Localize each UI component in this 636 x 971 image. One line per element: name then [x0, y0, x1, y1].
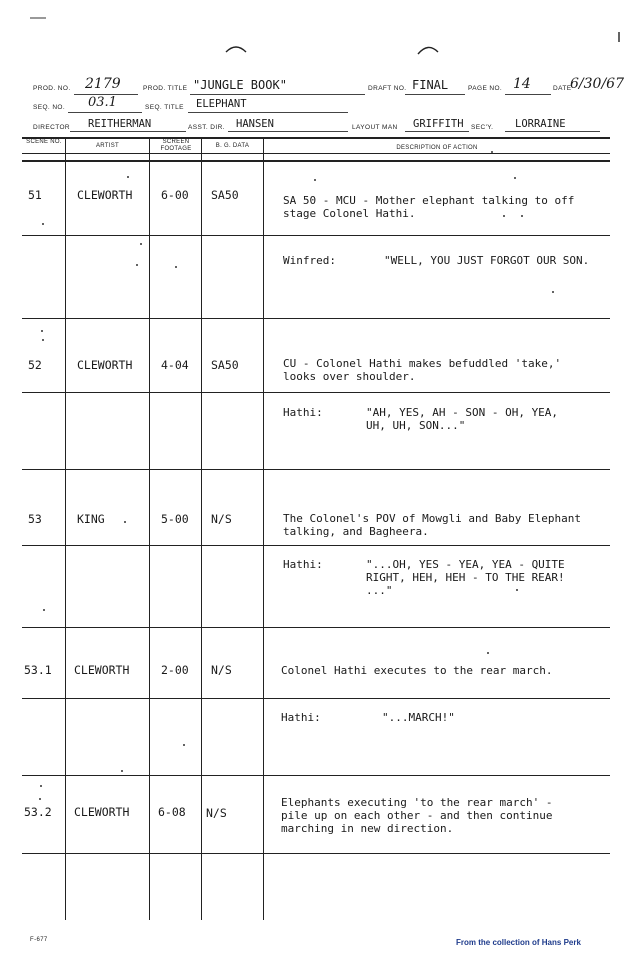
scene-number: 53.2 [24, 805, 52, 819]
artist-name: CLEWORTH [74, 805, 130, 819]
layout-man-value: GRIFFITH [413, 118, 464, 130]
dialogue-speaker: Winfred: [283, 254, 336, 267]
date-value: 6/30/67 [570, 76, 624, 92]
prod-title-label: PROD. TITLE [143, 85, 188, 92]
date-label: DATE [553, 85, 572, 92]
bg-data: N/S [211, 512, 232, 526]
artist-name: CLEWORTH [77, 358, 133, 372]
layout-man-label: LAYOUT MAN [352, 124, 398, 131]
dialogue-line: "WELL, YOU JUST FORGOT OUR SON. [384, 254, 590, 267]
bg-data: N/S [206, 806, 227, 820]
secy-value: LORRAINE [515, 118, 566, 130]
dialogue-line: "...OH, YES - YEA, YEA - QUITE RIGHT, HEH, HEH - TO THE REAR! ..." [366, 558, 565, 597]
col-header-description: DESCRIPTION OF ACTION [396, 145, 478, 151]
page-no-label: PAGE NO. [468, 85, 503, 92]
action-description: Elephants executing 'to the rear march' - pile up on each other - and then continue marching in new direction. [281, 796, 553, 835]
scene-number: 52 [28, 358, 42, 372]
scene-number: 53.1 [24, 663, 52, 677]
dialogue-speaker: Hathi: [283, 406, 323, 419]
draft-no-value: FINAL [412, 78, 449, 92]
artist-name: KING [77, 512, 105, 526]
secy-label: SEC'Y. [471, 124, 494, 131]
screen-footage: 6-00 [161, 188, 189, 202]
collection-credit: From the collection of Hans Perk [456, 938, 581, 947]
screen-footage: 2-00 [161, 663, 189, 677]
director-label: DIRECTOR [33, 124, 71, 131]
asst-dir-label: ASST. DIR. [188, 124, 225, 131]
dialogue-speaker: Hathi: [283, 558, 323, 571]
screen-footage: 6-08 [158, 805, 186, 819]
screen-footage: 5-00 [161, 512, 189, 526]
action-description: The Colonel's POV of Mowgli and Baby Elephant talking, and Bagheera. [283, 512, 582, 538]
col-header-footage: SCREEN FOOTAGE [160, 139, 192, 152]
page-no-value: 14 [513, 76, 531, 92]
bg-data: SA50 [211, 188, 239, 202]
scene-number: 51 [28, 188, 42, 202]
seq-title-label: SEQ. TITLE [145, 104, 184, 111]
col-header-artist: ARTIST [95, 143, 120, 149]
form-number: F-677 [30, 937, 48, 943]
director-value: REITHERMAN [88, 118, 152, 130]
asst-dir-value: HANSEN [236, 118, 274, 130]
artist-name: CLEWORTH [77, 188, 133, 202]
bg-data: N/S [211, 663, 232, 677]
action-description: Colonel Hathi executes to the rear march. [281, 664, 553, 677]
bg-data: SA50 [211, 358, 239, 372]
dialogue-speaker: Hathi: [281, 711, 321, 724]
col-header-scene: SCENE NO. [26, 139, 62, 145]
action-description: SA 50 - MCU - Mother elephant talking to off stage Colonel Hathi. [283, 194, 575, 220]
prod-no-label: PROD. NO. [33, 85, 71, 92]
action-description: CU - Colonel Hathi makes befuddled 'take,' looks over shoulder. [283, 357, 562, 383]
prod-no-value: 2179 [85, 76, 121, 92]
dialogue-line: "AH, YES, AH - SON - OH, YEA, UH, UH, SON..." [366, 406, 559, 432]
seq-no-value: 03.1 [88, 95, 117, 110]
col-header-bg-data: B. G. DATA [215, 143, 250, 149]
artist-name: CLEWORTH [74, 663, 130, 677]
screen-footage: 4-04 [161, 358, 189, 372]
seq-title-value: ELEPHANT [196, 98, 247, 110]
seq-no-label: SEQ. NO. [33, 104, 66, 111]
prod-title-value: "JUNGLE BOOK" [193, 78, 287, 92]
draft-no-label: DRAFT NO. [368, 85, 407, 92]
scene-number: 53 [28, 512, 42, 526]
dialogue-line: "...MARCH!" [382, 711, 455, 724]
